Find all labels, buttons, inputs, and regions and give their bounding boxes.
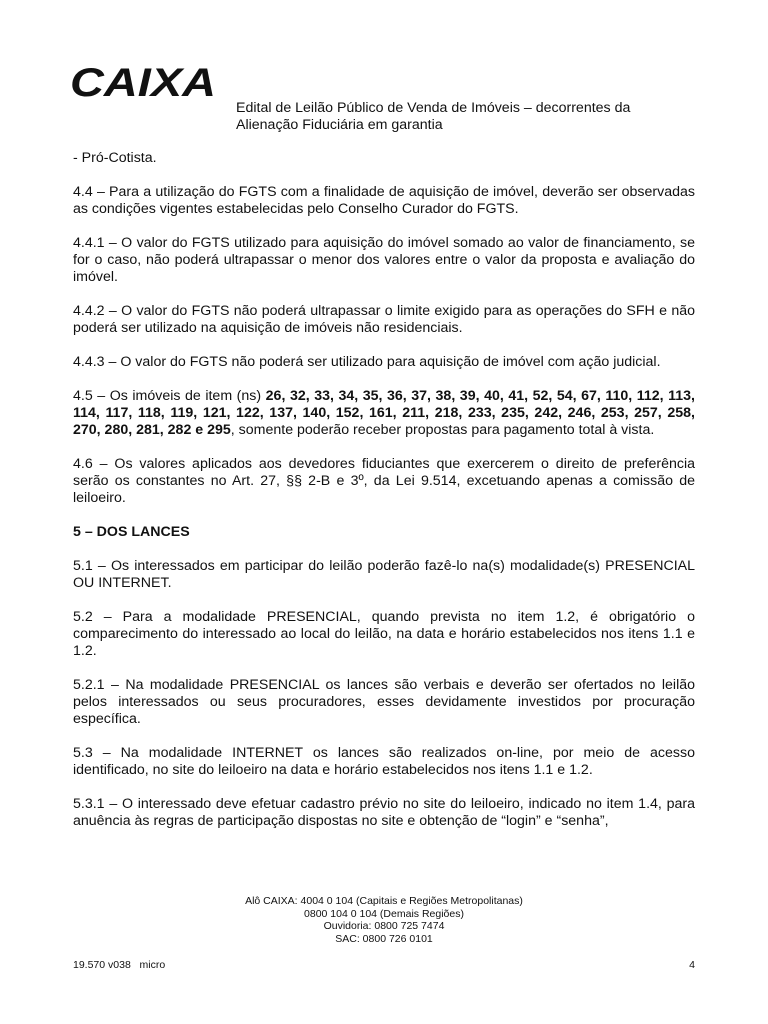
paragraph-5-2: 5.2 – Para a modalidade PRESENCIAL, quando prevista no item 1.2, é obrigatório o comparecimento do interessado ao local do leilão, na data e horário estabelecidos nos itens 1.1 e 1.2. bbox=[73, 609, 695, 659]
paragraph-4-4-3: 4.4.3 – O valor do FGTS não poderá ser utilizado para aquisição de imóvel com ação judicial. bbox=[73, 354, 661, 370]
paragraph-5-1: 5.1 – Os interessados em participar do leilão poderão fazê-lo na(s) modalidade(s) PRESENCIAL OU INTERNET. bbox=[73, 558, 695, 591]
paragraph-4-5-outro: , somente poderão receber propostas para pagamento total à vista. bbox=[230, 422, 655, 438]
caixa-logo bbox=[70, 62, 220, 104]
paragraph-5-3: 5.3 – Na modalidade INTERNET os lances são realizados on-line, por meio de acesso identificado, no site do leiloeiro na data e horário estabelecidos nos itens 1.1 e 1.2. bbox=[73, 745, 695, 778]
paragraph-4-4-1: 4.4.1 – O valor do FGTS utilizado para aquisição do imóvel somado ao valor de financiamento, se for o caso, não poderá ultrapassar o menor dos valores entre o valor da proposta e avaliação do imóvel. bbox=[73, 235, 695, 285]
page-number: 4 bbox=[689, 959, 695, 971]
document-title-line1: Edital de Leilão Público de Venda de Imóveis – decorrentes da bbox=[236, 100, 631, 116]
paragraph-4-5-item-list: 26, 32, 33, 34, 35, 36, 37, 38, 39, 40, 41, 52, 54, 67, 110, 112, 113, 114, 117, 118, 119, 121, 122, 137, 140, 152, 161, 211, 218, 233, 235, 242, 246, 253, 257, 258, 270, 280, 281, 282 e 295 bbox=[73, 388, 695, 438]
footer-contacts bbox=[0, 895, 768, 945]
paragraph-4-5-intro: 4.5 – Os imóveis de item (ns) bbox=[73, 388, 266, 404]
paragraph-5-2-1: 5.2.1 – Na modalidade PRESENCIAL os lances são verbais e deverão ser ofertados no leilão pelos interessados ou seus procuradores, esses devidamente investidos por procuração específica. bbox=[73, 677, 695, 727]
footer-contact-ouvidoria: Ouvidoria: 0800 725 7474 bbox=[323, 920, 445, 932]
footer-contact-demais-regioes: 0800 104 0 104 (Demais Regiões) bbox=[304, 907, 464, 920]
footer-contact-sac: SAC: 0800 726 0101 bbox=[335, 932, 433, 945]
footer-contact-alo-caixa: Alô CAIXA: 4004 0 104 (Capitais e Regiões Metropolitanas) bbox=[245, 895, 523, 907]
paragraph-4-4: 4.4 – Para a utilização do FGTS com a finalidade de aquisição de imóvel, deverão ser observadas as condições vigentes estabelecidas pelo Conselho Curador do FGTS. bbox=[73, 184, 695, 217]
paragraph-4-6: 4.6 – Os valores aplicados aos devedores fiduciantes que exercerem o direito de preferência serão os constantes no Art. 27, §§ 2-B e 3º, da Lei 9.514, excetuando apenas a comissão de leiloeiro. bbox=[73, 456, 695, 506]
paragraph-5-3-1: 5.3.1 – O interessado deve efetuar cadastro prévio no site do leiloeiro, indicado no item 1.4, para anuência às regras de participação dispostas no site e obtenção de “login” e “senha”, bbox=[73, 796, 695, 829]
paragraph-4-4-2: 4.4.2 – O valor do FGTS não poderá ultrapassar o limite exigido para as operações do SFH e não poderá ser utilizado na aquisição de imóveis não residenciais. bbox=[73, 303, 695, 336]
document-title-line2: Alienação Fiduciária em garantia bbox=[236, 117, 443, 133]
section-heading-lances: 5 – DOS LANCES bbox=[73, 524, 190, 540]
document-title bbox=[236, 100, 696, 134]
document-code: 19.570 v038 micro bbox=[73, 959, 166, 971]
paragraph-4-5 bbox=[73, 388, 695, 439]
document-body bbox=[73, 150, 695, 847]
caixa-logo-text: CAIXA bbox=[70, 62, 216, 104]
paragraph-pro-cotista: - Pró-Cotista. bbox=[73, 150, 157, 166]
